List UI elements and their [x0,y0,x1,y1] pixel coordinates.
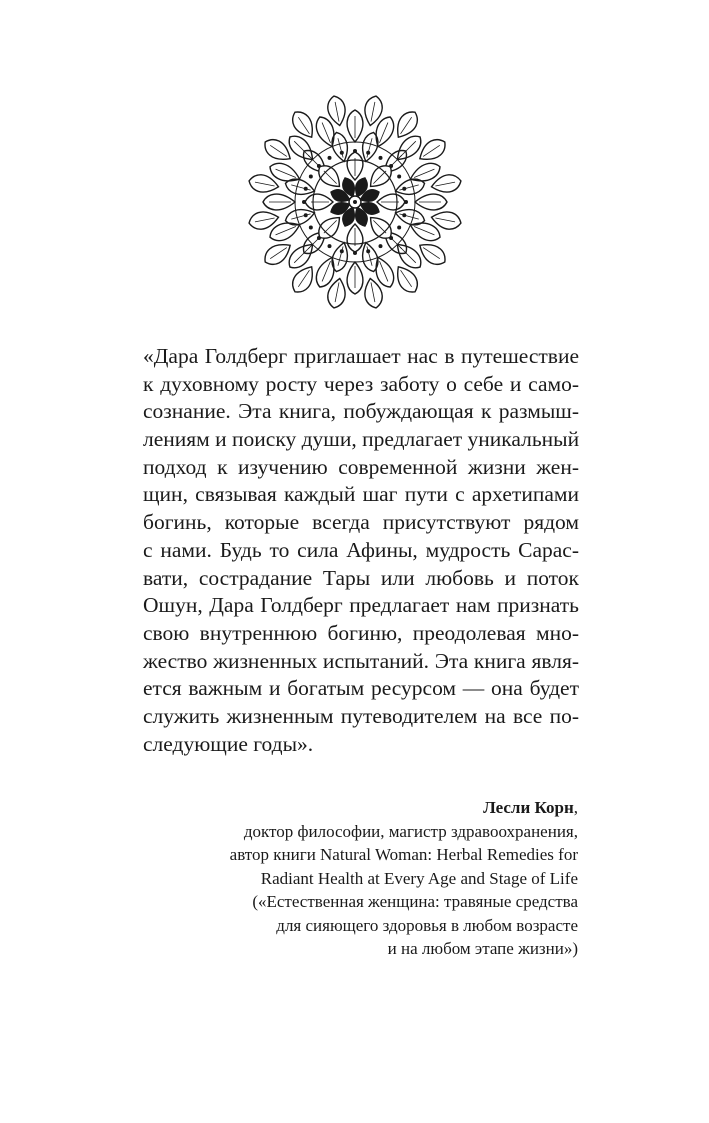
quote-line: свою внутреннюю богиню, преодолевая мно- [143,620,579,645]
author-name: Лесли Корн [483,798,574,817]
attribution-line: («Естественная женщина: травяные средства [252,892,578,911]
quote-line: с нами. Будь то сила Афины, мудрость Сарас- [143,537,579,562]
quote-text [143,343,579,758]
quote-line: к духовному росту через заботу о себе и само- [143,371,579,396]
author-suffix: , [573,798,578,817]
quote-line: сознание. Эта книга, побуждающая к размыш- [143,399,579,424]
quote-line: подход к изучению современной жизни жен- [143,454,579,479]
quote-line: вати, сострадание Тары или любовь и поток [143,565,579,590]
quote-line: лениям и поиску души, предлагает уникальный [143,427,580,452]
quote-line: следующие годы». [143,731,314,756]
quote-line: щин, связывая каждый шаг пути с архетипами [143,482,579,507]
attribution-line: автор книги Natural Woman: Herbal Remedies for [229,845,578,864]
mandala-icon [245,92,465,312]
attribution-line: для сияющего здоровья в любом возрасте [276,915,578,935]
quote-line: богинь, которые всегда присутствуют рядом [143,510,579,535]
attribution [230,796,578,961]
quote-line: ется важным и богатым ресурсом — она будет [143,676,579,701]
attribution-line: доктор философии, магистр здравоохранения, [243,821,578,841]
attribution-line: Radiant Health at Every Age and Stage of Life [260,868,578,888]
quote-line: Ошун, Дара Голдберг предлагает нам признать [143,593,579,618]
quote-line: служить жизненным путеводителем на все по- [143,703,579,728]
attribution-line: и на любом этапе жизни») [387,939,578,958]
quote-line: жество жизненных испытаний. Эта книга явля- [143,648,579,673]
quote-line: «Дара Голдберг приглашает нас в путешествие [143,344,579,368]
